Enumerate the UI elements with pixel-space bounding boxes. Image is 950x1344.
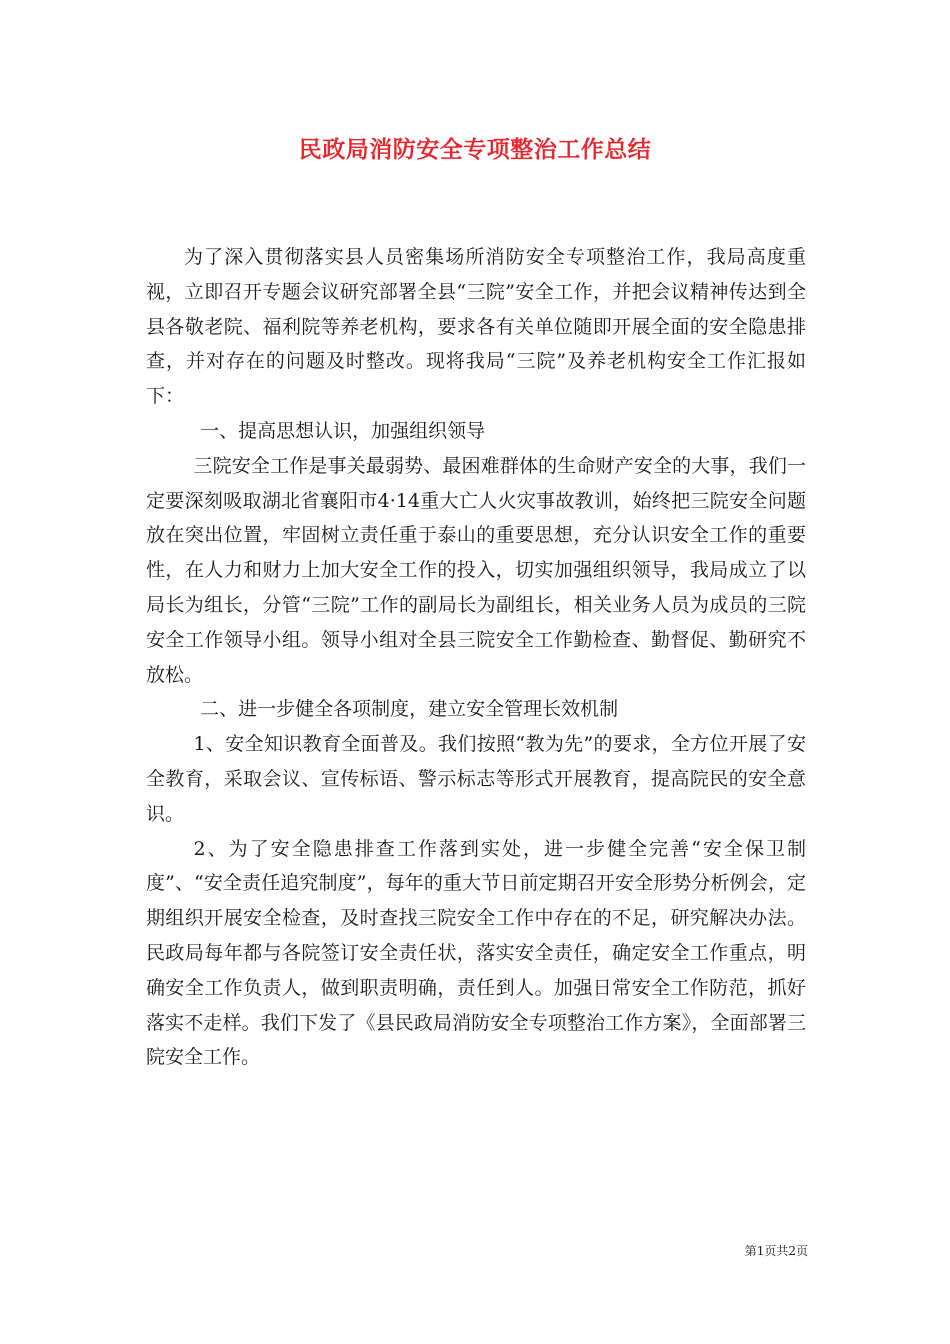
- paragraph-section-1: 三院安全工作是事关最弱势、最困难群体的生命财产安全的大事，我们一定要深刻吸取湖北省襄阳市4·14重大亡人火灾事故教训，始终把三院安全问题放在突出位置，牢固树立责任重于泰山的重要思想，充分认识安全工作的重要性，在人力和财力上加大安全工作的投入，切实加强组织领导，我局成立了以局长为组长，分管“三院”工作的副局长为副组长，相关业务人员为成员的三院安全工作领导小组。领导小组对全县三院安全工作勤检查、勤督促、勤研究不放松。: [146, 454, 806, 686]
- document-title: 民政局消防安全专项整治工作总结: [298, 136, 652, 163]
- section-heading-2: 二、进一步健全各项制度，建立安全管理长效机制: [200, 698, 619, 721]
- paragraph-item-2: 2、为了安全隐患排查工作落到实处，进一步健全完善“安全保卫制度”、“安全责任追究制度”，每年的重大节日前定期召开安全形势分析例会，定期组织开展安全检查，及时查找三院安全工作中存在的不足，研究解决办法。民政局每年都与各院签订安全责任状，落实安全责任，确定安全工作重点，明确安全工作负责人，做到职责明确，责任到人。加强日常安全工作防范，抓好落实不走样。我们下发了《县民政局消防安全专项整治工作方案》，全面部署三院安全工作。: [146, 837, 806, 1069]
- page-number: 第1页共2页: [744, 1244, 808, 1258]
- document-body: [146, 240, 806, 1075]
- paragraph-intro: 为了深入贯彻落实县人员密集场所消防安全专项整治工作，我局高度重视，立即召开专题会议研究部署全县“三院”安全工作，并把会议精神传达到全县各敬老院、福利院等养老机构，要求各有关单位随即开展全面的安全隐患排查，并对存在的问题及时整改。现将我局“三院”及养老机构安全工作汇报如下：: [146, 246, 806, 408]
- paragraph-item-1: 1、安全知识教育全面普及。我们按照“教为先”的要求，全方位开展了安全教育，采取会议、宣传标语、警示标志等形式开展教育，提高院民的安全意识。: [146, 733, 806, 825]
- section-heading-1: 一、提高思想认识，加强组织领导: [200, 419, 486, 442]
